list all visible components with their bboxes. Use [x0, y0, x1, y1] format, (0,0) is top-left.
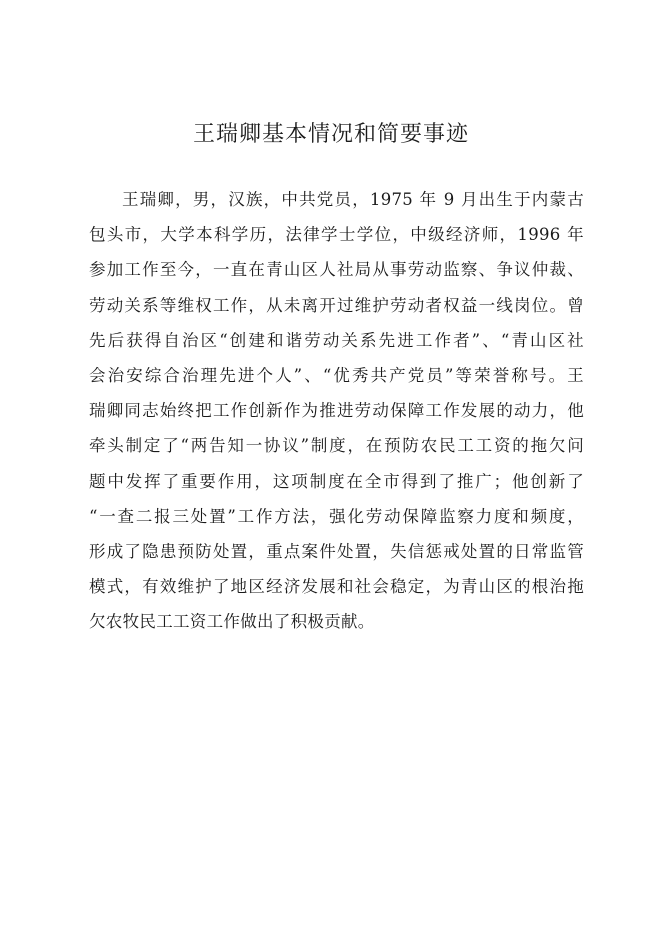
paragraph-line: 先后获得自治区“创建和谐劳动关系先进工作者”、“青山区社: [89, 330, 584, 350]
paragraph-line: 包头市，大学本科学历，法律学士学位，中级经济师，1996 年: [89, 225, 584, 245]
paragraph-line: 模式，有效维护了地区经济发展和社会稳定，为青山区的根治拖: [89, 577, 584, 597]
paragraph-line: 牵头制定了“两告知一协议”制度，在预防农民工工资的拖欠问: [89, 436, 584, 456]
document-title: 王瑞卿基本情况和简要事迹: [192, 122, 469, 147]
paragraph-line: 欠农牧民工工资工作做出了积极贡献。: [89, 612, 375, 632]
paragraph-line: 瑞卿同志始终把工作创新作为推进劳动保障工作发展的动力，他: [89, 401, 584, 421]
paragraph-line: 参加工作至今，一直在青山区人社局从事劳动监察、争议仲裁、: [89, 260, 584, 280]
paragraph-line: 劳动关系等维权工作，从未离开过维护劳动者权益一线岗位。曾: [89, 295, 584, 315]
paragraph-line: 会治安综合治理先进个人”、“优秀共产党员”等荣誉称号。王: [89, 365, 584, 385]
paragraph-line: “一查二报三处置”工作方法，强化劳动保障监察力度和频度，: [89, 506, 584, 526]
paragraph-line: 题中发挥了重要作用，这项制度在全市得到了推广；他创新了: [89, 471, 584, 491]
document-body: [89, 182, 584, 639]
paragraph-line: 王瑞卿，男，汉族，中共党员，1975 年 9 月出生于内蒙古: [122, 190, 584, 209]
paragraph-line: 形成了隐患预防处置，重点案件处置，失信惩戒处置的日常监管: [89, 541, 584, 561]
